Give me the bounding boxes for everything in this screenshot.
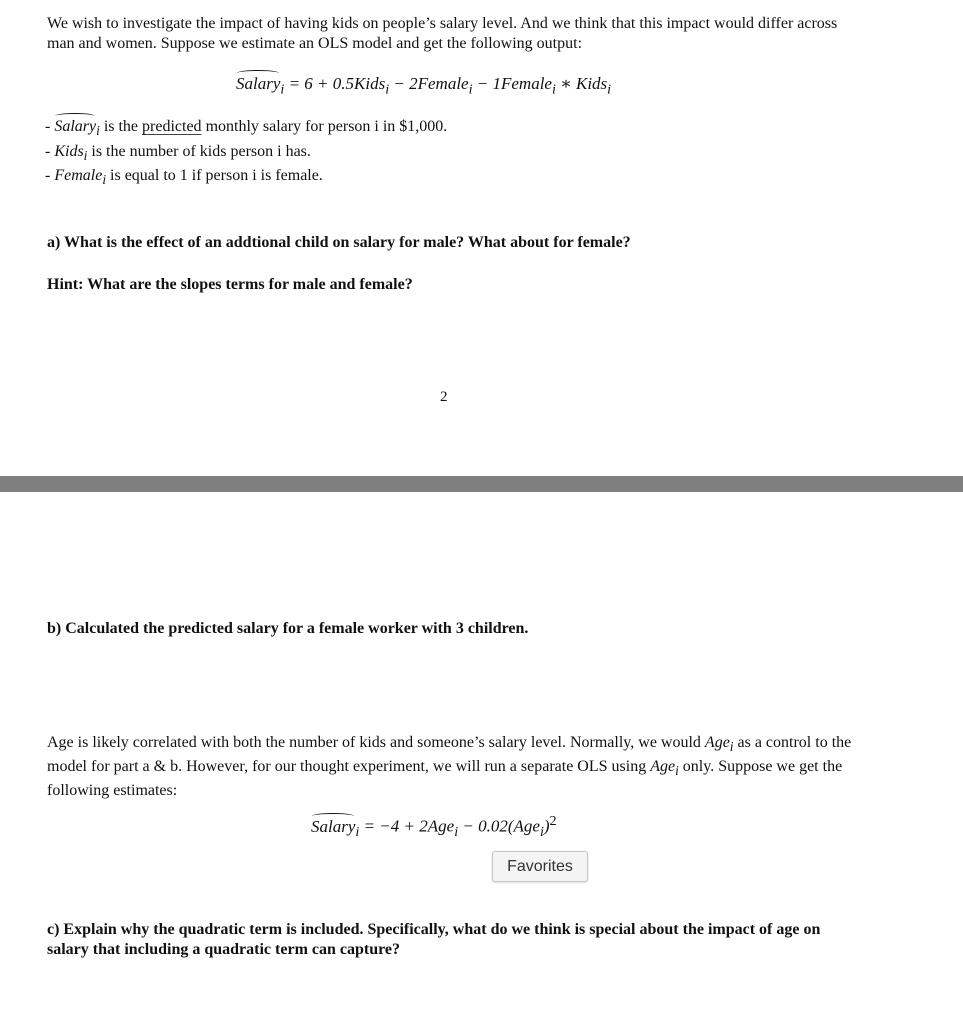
question-a: a) What is the effect of an addtional child on salary for male? What about for female? [47, 234, 631, 251]
hint: Hint: What are the slopes terms for male and female? [47, 276, 413, 293]
variable-definitions [45, 117, 447, 191]
definition-kids: - Kids$_i$ is the number of kids person i has. [45, 142, 311, 163]
question-b: b) Calculated the predicted salary for a female worker with 3 children. [47, 620, 529, 637]
predicted-link[interactable]: predicted [142, 118, 202, 135]
definition-salary: - Salary$_i$ is the predicted monthly salary for person i in $1,000. [45, 118, 448, 139]
question-c: c) Explain why the quadratic term is included. Specifically, what do we think is special about the impact of age on salary that including a quadratic term can capture? [47, 921, 821, 958]
salary-hat-2: Salary [311, 816, 356, 836]
favorites-button[interactable]: Favorites [492, 851, 588, 882]
regression-equation-1: Salary$_i$ = 6 + 0.5Kids$_i$ − 2Female$_i$ − 1Female$_i$ ∗ Kids$_i$ [236, 74, 612, 98]
intro-paragraph: We wish to investigate the impact of having kids on people’s salary level. And we think that this impact would differ across man and women. Suppose we estimate an OLS model and get the following output: [47, 15, 838, 52]
age-paragraph: Age is likely correlated with both the number of kids and someone’s salary level. Normally, we would Age$_i$ as a control to the model for part a & b. However, for our thought experiment, we will run a separate OLS using Age$_i$ only. Suppose we get the following estimates: [47, 734, 852, 800]
page-separator [0, 476, 963, 492]
definition-female: - Female$_i$ is equal to 1 if person i is female. [45, 167, 323, 188]
page-number: 2 [440, 389, 448, 405]
salary-hat: Salary [236, 74, 281, 93]
regression-equation-2: Salary$_i$ = $-4 + 2Age_i - 0.02(Age_i)^2$ [311, 813, 557, 841]
